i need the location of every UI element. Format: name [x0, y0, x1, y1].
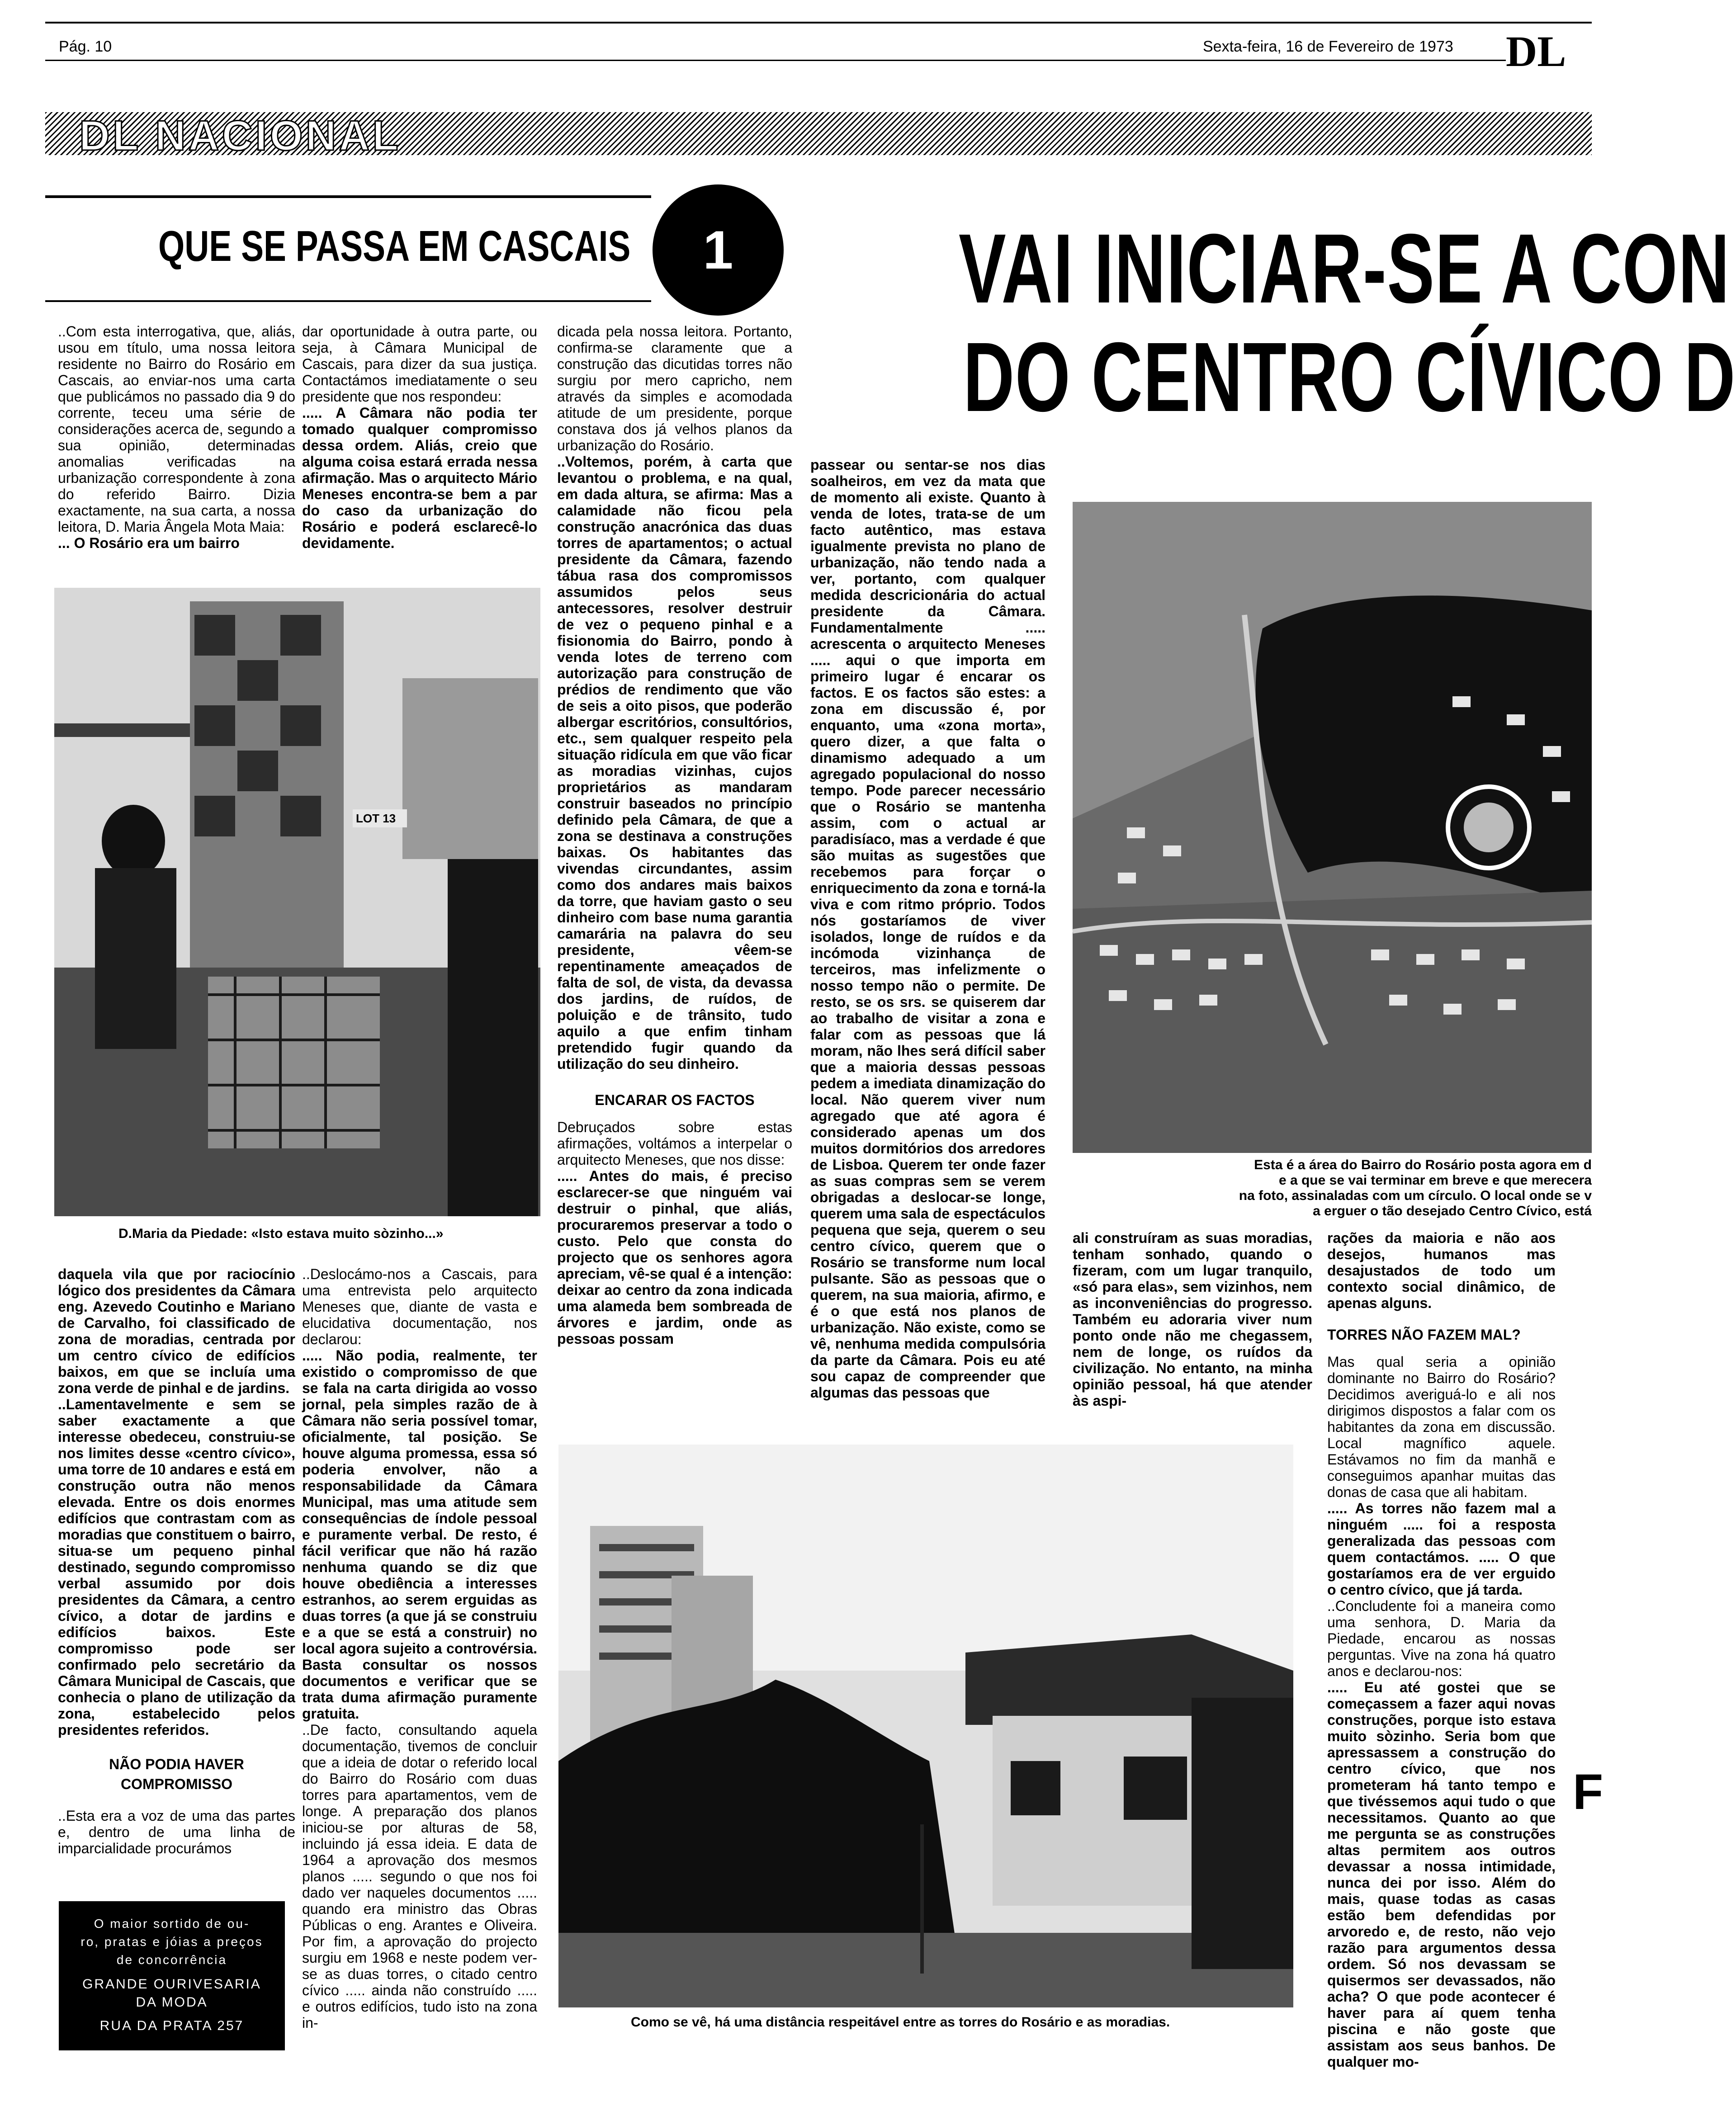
photo-woman-gate — [54, 588, 540, 1216]
paragraph: dar oportunidade à outra parte, ou seja, à Câmara Municipal de Cascais, para dizer da sua justiça. Contactámos imediatamente o seu presidente que nos respondeu: — [302, 323, 537, 405]
photo-towers-image — [558, 1445, 1293, 2007]
paragraph: ..Deslocámo-nos a Cascais, para uma entrevista pelo arquitecto Meneses que, diante de vasta e elucidativa documentação, nos declarou: — [302, 1266, 537, 1347]
kicker-top-rule — [45, 195, 651, 198]
aerial-photo-image — [1073, 502, 1592, 1153]
subheading: ENCARAR OS FACTOS — [595, 1092, 755, 1108]
paragraph: ..... As torres não fazem mal a ninguém ..... foi a resposta generalizada das pessoas com quem contactámos. ..... O que gostaríamos era de ver erguido o centro cívico, que já tarda. — [1327, 1500, 1556, 1598]
paragraph: Debruçados sobre estas afirmações, voltámos a interpelar o arquitecto Meneses, que nos disse: — [557, 1119, 792, 1168]
paragraph: ... O Rosário era um bairro — [58, 535, 240, 551]
photo-towers-caption: Como se vê, há uma distância respeitável entre as torres do Rosário e as moradias. — [631, 2015, 1170, 2030]
paragraph: rações da maioria e não aos desejos, humanos mas desajustados de todo um contexto social dinâmico, de apenas alguns. — [1327, 1230, 1556, 1311]
paragraph: ..... Não podia, realmente, ter existido o compromisso de que se fala na carta dirigida ao vosso jornal, pela simples razão de à Câmara não seria possível tomar, oficialmente, tal posição. Se houve alguma promessa, essa só poderia envolver, não a responsabilidade da Câmara Municipal, mas uma atitude sem consequências de índole pessoal e puramente verbal. De resto, é fácil verificar que não há razão nenhuma quando se diz que houve obediência a interesses estranhos, ao serem erguidas as duas torres (a que já se construiu e a que se está a construir) no local agora sujeito a controvérsia. Basta consultar os nossos documentos e verificar que se trata duma afirmação puramente gratuita. — [302, 1347, 537, 1722]
section-label: DL NACIONAL — [79, 112, 401, 159]
section-banner — [45, 112, 1592, 159]
newspaper-logo: DL — [1506, 27, 1566, 76]
paragraph: dicada pela nossa leitora. Portanto, confirma-se claramente que a construção das dicutidas torres não surgiu por mero capricho, nem através da simples e acomodada atitude de um presidente, porque constava dos já velhos planos da urbanização do Rosário. — [557, 323, 792, 453]
paragraph: ..... A Câmara não podia ter tomado qualquer compromisso dessa ordem. Aliás, creio que alguma coisa estará errada nessa afirmação. Mas o arquitecto Mário Meneses encontra-se bem a par do caso da urbanização do Rosário e poderá esclarecê-lo devidamente. — [302, 405, 537, 551]
caption-line: e a que se vai terminar em breve e que merecera — [1278, 1173, 1592, 1188]
article-col-3 — [557, 323, 792, 1347]
article-col-4 — [810, 457, 1045, 1401]
paragraph: ..Esta era a voz de uma das partes e, dentro de uma linha de imparcialidade procurámos — [58, 1808, 295, 1856]
caption-line: na foto, assinaladas com um círculo. O local onde se v — [1239, 1188, 1592, 1203]
paragraph: Mas qual seria a opinião dominante no Bairro do Rosário? Decidimos averiguá-lo e ali nos dirigimos dispostos a falar com os habitantes da zona em discussão. Local magnífico aquele. Estávamos no fim da manhã e conseguimos apanhar muitas das donas de casa que ali habitam. — [1327, 1354, 1556, 1500]
article-col-2 — [302, 323, 537, 551]
paragraph: ..Com esta interrogativa, que, aliás, usou em título, uma nossa leitora residente no Bairro do Rosário em Cascais, ao enviar-nos uma carta que publicámos no passado dia 9 do corrente, teceu uma série de considerações acerca de, segundo a sua opinião, determinadas anomalias verificadas na urbanização correspondente à zona do referido Bairro. Dizia exactamente, na sua carta, a nossa leitora, D. Maria Ângela Mota Maia: — [58, 323, 295, 535]
photo-woman-gate-image — [54, 588, 540, 1216]
caption-line: Esta é a área do Bairro do Rosário posta agora em d — [1254, 1157, 1592, 1172]
subheading-2: COMPROMISSO — [120, 1776, 233, 1792]
subheading-1: NÃO PODIA HAVER — [109, 1756, 244, 1772]
ad-line: O maior sortido de ou- — [94, 1917, 250, 1931]
photo-towers — [558, 1445, 1293, 2007]
subheading: TORRES NÃO FAZEM MAL? — [1327, 1327, 1521, 1343]
paragraph: passear ou sentar-se nos dias soalheiros, em vez da mata que de momento ali existe. Quanto à venda de lotes, trata-se de um facto autêntico, mas estava igualmente prevista no plano de urbanização, não tendo nada a ver, portanto, com qualquer medida descricionária do actual presidente da Câmara. Fundamentalmente ..... acrescenta o arquitecto Meneses ..... aqui o que importa em primeiro lugar é encarar os factos. E os factos são estes: a zona em discussão é, por enquanto, uma «zona morta», quero dizer, a que falta o dinamismo adequado a um agregado populacional do nosso tempo. Pode parecer necessário que o Rosário se mantenha assim, com o actual ar paradisíaco, mas a verdade é que são muitas as sugestões que recebemos para forçar o enriquecimento da zona e torná-la viva e com ritmo próprio. Todos nós gostaríamos de viver isolados, longe de ruídos e da incómoda vizinhança de terceiros, mas infelizmente o nosso tempo não o permite. De resto, se os srs. se quiserem dar ao trabalho de visitar a zona e falar com as pessoas que lá moram, não lhes será difícil saber que a maioria dessas pessoas pedem a imediata dinamização do local. Não querem viver num agregado que até agora é considerado apenas um dos muitos dormitórios dos arredores de Lisboa. Querem ter onde fazer as suas compras sem se verem obrigadas a deslocar-se longe, querem uma sala de espectáculos pequena que seja, querem o seu centro cívico, querem que o Rosário se transforme num local pulsante. São as pessoas que o querem, na sua maioria, afirmo, e é o que está nos planos de urbanização. Não existe, como se vê, nenhuma medida compulsória da parte da Câmara. Pois eu até sou capaz de compreender que algumas das pessoas que — [810, 457, 1045, 1401]
paragraph: daquela vila que por raciocínio lógico dos presidentes da Câmara eng. Azevedo Coutinho e Mariano de Carvalho, foi classificado de zona de moradias, centrada por um centro cívico de edifícios baixos, em que se incluía uma zona verde de pinhal e de jardins. — [58, 1266, 295, 1396]
aerial-photo — [1073, 502, 1592, 1153]
kicker-bottom-rule — [45, 300, 651, 302]
ad-line: RUA DA PRATA 257 — [99, 2018, 244, 2033]
paragraph: ..Concludente foi a maneira como uma senhora, D. Maria da Piedade, encarou as nossas perguntas. Vive na zona há quatro anos e declarou-nos: — [1327, 1598, 1556, 1679]
article-col-2-continued — [302, 1266, 537, 2031]
headline-line-2: DO CENTRO CÍVICO D — [963, 322, 1736, 432]
ad-line: GRANDE OURIVESARIA — [82, 1977, 261, 1992]
aerial-caption — [1180, 1157, 1592, 1219]
paragraph: ..... Antes do mais, é preciso esclarecer-se que ninguém vai destruir o pinhal, que aliás, procuraremos preservar a todo o custo. Pelo que consta do projecto que os senhores agora apreciam, vê-se qual é a intenção: deixar ao centro da zona indicada uma alameda bem sombreada de árvores e jardim, onde as pessoas possam — [557, 1168, 792, 1347]
paragraph: ali construíram as suas moradias, tenham sonhado, quando o fizeram, com um lugar tranquilo, «só para elas», sem vizinhos, nem as inconveniências do progresso. Também eu adoraria viver num ponto onde não me chegassem, nem de longe, os ruídos da civilização. No entanto, na minha opinião pessoal, há que atender às aspi- — [1073, 1230, 1312, 1409]
page-number: Pág. 10 — [59, 38, 112, 55]
caption-line: a erguer o tão desejado Centro Cívico, está — [1313, 1204, 1592, 1218]
kicker-number-badge: 1 — [653, 184, 784, 316]
edge-letter: F — [1573, 1764, 1604, 1820]
paragraph: ..Voltemos, porém, à carta que levantou o problema, e na qual, em dada altura, se afirma: Mas a calamidade não ficou pela construção anacrónica das duas torres de apartamentos; o actual presidente da Câmara, fazendo tábua rasa dos compromissos assumidos pelos seus antecessores, resolver destruir de vez o pequeno pinhal e a fisionomia do Bairro, pondo à venda lotes de terreno com autorização para construção de prédios de rendimento que vão de seis a oito pisos, que poderão albergar escritórios, consultórios, etc., sem qualquer respeito pela situação ridícula em que vão ficar as moradias vizinhas, cujos proprietários as mandaram construir baseados no princípio definido pela Câmara, de que a zona se destinava a construções baixas. Os habitantes das vivendas circundantes, assim como dos andares mais baixos da torre, que haviam gasto o seu dinheiro com base numa garantia camarária na palavra do seu presidente, vêem-se repentinamente ameaçados de falta de sol, de vista, da devassa dos jardins, de ruídos, de poluição e de trânsito, tudo aquilo a que enfim tinham pretendido fugir quando da utilização do seu dinheiro. — [557, 453, 792, 1072]
article-col-1 — [58, 323, 295, 551]
ad-line: de concorrência — [116, 1953, 227, 1967]
article-col-1-continued — [58, 1266, 295, 1856]
article-col-6 — [1327, 1230, 1556, 2070]
issue-date: Sexta-feira, 16 de Fevereiro de 1973 — [1203, 38, 1453, 55]
photo-woman-gate-caption: D.Maria da Piedade: «Isto estava muito sòzinho...» — [118, 1226, 444, 1241]
article-col-5 — [1073, 1230, 1312, 1409]
lot-sign: LOT 13 — [356, 812, 396, 825]
kicker-title: QUE SE PASSA EM CASCAIS — [158, 222, 631, 270]
headline-line-1: VAI INICIAR-SE A CON — [959, 214, 1731, 324]
header-rule — [45, 60, 1506, 61]
ad-line: DA MODA — [136, 1995, 208, 2010]
top-border — [45, 22, 1592, 24]
paragraph: ..Lamentavelmente e sem se saber exactamente a que interesse obedeceu, construiu-se nos limites desse «centro cívico», uma torre de 10 andares e está em construção outra não menos elevada. Entre os dois enormes edifícios que contrastam com as moradias que constituem o bairro, situa-se um pequeno pinhal destinado, segundo compromisso verbal assumido por dois presidentes da Câmara, a centro cívico, a dotar de jardins e edifícios baixos. Este compromisso pode ser confirmado pelo secretário da Câmara Municipal de Cascais, que conhecia o plano de utilização da zona, estabelecido pelos presidentes referidos. — [58, 1396, 295, 1738]
paragraph: ..... Eu até gostei que se começassem a fazer aqui novas construções, porque isto estava muito sòzinho. Seria bom que apressassem a construção do centro cívico, que nos prometeram há tanto tempo e que tivéssemos aqui tudo o que necessitamos. Quanto ao que me pergunta se as construções altas permitem aos outros devassar a nossa intimidade, nunca dei por isso. Além do mais, quase todas as casas estão bem defendidas por arvoredo e, de resto, não vejo razão para argumentos dessa ordem. Só nos devassam se quisermos ser devassados, não acha? O que pode acontecer é haver para aí quem tenha piscina e não goste que assistam aos seus banhos. De qualquer mo- — [1327, 1679, 1556, 2070]
ad-line: ro, pratas e jóias a preços — [80, 1935, 263, 1949]
paragraph: ..De facto, consultando aquela documentação, tivemos de concluir que a ideia de dotar o referido local do Bairro do Rosário com duas torres para apartamentos, vem de longe. A preparação dos planos iniciou-se por alturas de 58, incluindo já essa ideia. E data de 1964 a aprovação dos mesmos planos ..... segundo o que nos foi dado ver naqueles documentos ..... quando era ministro das Obras Públicas o eng. Arantes e Oliveira. Por fim, a aprovação do projecto surgiu em 1968 e neste podem ver-se as duas torres, o citado centro cívico ..... ainda não construído ..... e outros edifícios, tudo isto na zona in- — [302, 1722, 537, 2031]
jewelry-advertisement — [59, 1901, 285, 2050]
